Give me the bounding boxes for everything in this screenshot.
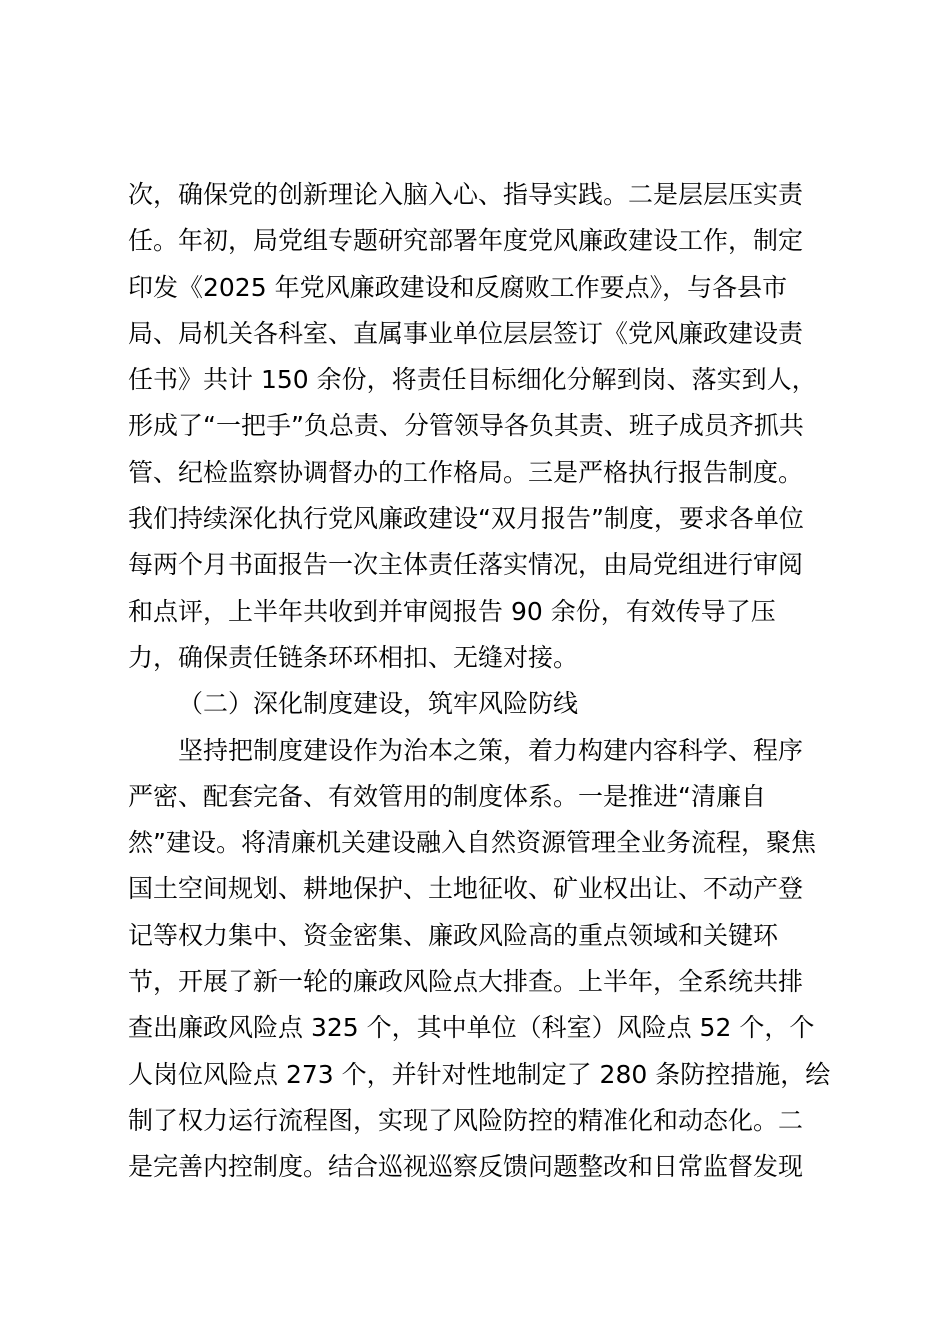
text-line: 然”建设。将清廉机关建设融入自然资源管理全业务流程，聚焦 bbox=[128, 828, 816, 858]
text-line: 记等权力集中、资金密集、廉政风险高的重点领域和关键环 bbox=[128, 920, 779, 950]
text-line: 我们持续深化执行党风廉政建设“双月报告”制度，要求各单位 bbox=[128, 504, 804, 534]
section-heading: （二）深化制度建设，筑牢风险防线 bbox=[178, 689, 579, 719]
text-line: 制了权力运行流程图，实现了风险防控的精准化和动态化。二 bbox=[128, 1105, 804, 1135]
text-line: 和点评，上半年共收到并审阅报告 90 余份，有效传导了压 bbox=[128, 596, 776, 626]
text-line: 节，开展了新一轮的廉政风险点大排查。上半年，全系统共排 bbox=[128, 967, 804, 997]
text-line: 人岗位风险点 273 个，并针对性地制定了 280 条防控措施，绘 bbox=[128, 1059, 831, 1089]
text-line: 任。年初，局党组专题研究部署年度党风廉政建设工作，制定 bbox=[128, 226, 804, 256]
text-line: 印发《2025 年党风廉政建设和反腐败工作要点》，与各县市 bbox=[128, 272, 788, 302]
text-line: 查出廉政风险点 325 个，其中单位（科室）风险点 52 个，个 bbox=[128, 1013, 815, 1043]
text-line: 管、纪检监察协调督办的工作格局。三是严格执行报告制度。 bbox=[128, 457, 804, 487]
body-text bbox=[128, 172, 831, 1191]
paragraph-start-line: 坚持把制度建设作为治本之策，着力构建内容科学、程序 bbox=[178, 735, 804, 765]
text-line: 是完善内控制度。结合巡视巡察反馈问题整改和日常监督发现 bbox=[128, 1152, 804, 1182]
text-line: 力，确保责任链条环环相扣、无缝对接。 bbox=[128, 642, 579, 672]
text-line: 任书》共计 150 余份，将责任目标细化分解到岗、落实到人， bbox=[128, 365, 817, 395]
text-line: 严密、配套完备、有效管用的制度体系。一是推进“清廉自 bbox=[128, 781, 766, 811]
text-line: 形成了“一把手”负总责、分管领导各负其责、班子成员齐抓共 bbox=[128, 411, 804, 441]
text-line: 次，确保党的创新理论入脑入心、指导实践。二是层层压实责 bbox=[128, 180, 804, 209]
text-line: 国土空间规划、耕地保护、土地征收、矿业权出让、不动产登 bbox=[128, 874, 804, 904]
text-line: 每两个月书面报告一次主体责任落实情况，由局党组进行审阅 bbox=[128, 550, 804, 580]
text-line: 局、局机关各科室、直属事业单位层层签订《党风廉政建设责 bbox=[128, 318, 804, 348]
